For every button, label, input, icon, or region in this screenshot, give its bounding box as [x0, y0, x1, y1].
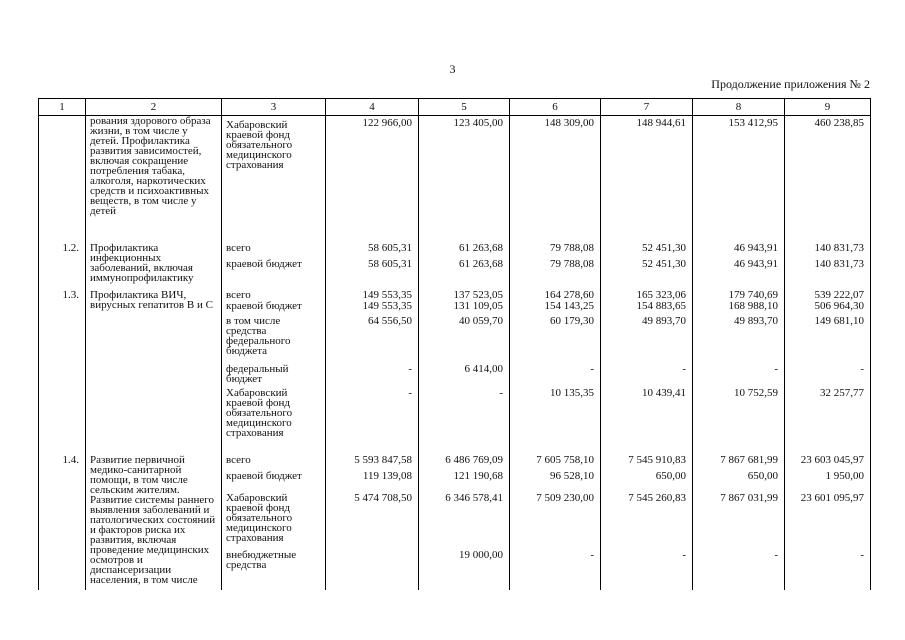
- value-cell: 650,00: [693, 468, 785, 490]
- row-index: [39, 364, 86, 388]
- value-cell: 58 605,31: [326, 254, 419, 283]
- value-cell: 32 257,77: [785, 388, 871, 448]
- page-number: 3: [449, 62, 456, 76]
- row-name: рования здорового образа жизни, в том числе у детей. Профилактика развития зависимостей, включая сокращение потребления табака, алкоголя, наркотических средств и психоактивных веществ, в том числе у детей: [86, 116, 222, 236]
- value-cell: 23 603 045,97: [785, 448, 871, 468]
- value-cell: 149 681,10: [785, 316, 871, 364]
- row-index: 1.4.: [39, 448, 86, 468]
- value-cell: -: [326, 364, 419, 388]
- value-cell: 154 143,25: [510, 301, 601, 316]
- value-cell: 7 605 758,10: [510, 448, 601, 468]
- row-index: 1.3.: [39, 283, 86, 301]
- column-header: 2: [86, 99, 222, 116]
- row-index: [39, 490, 86, 550]
- value-cell: 140 831,73: [785, 254, 871, 283]
- value-cell: 149 553,35: [326, 283, 419, 301]
- funding-source: федеральный бюджет: [222, 364, 326, 388]
- column-header: 3: [222, 99, 326, 116]
- column-header: 1: [39, 99, 86, 116]
- funding-source: в том числе средства федерального бюджета: [222, 316, 326, 364]
- row-name: Профилактика ВИЧ, вирусных гепатитов В и С: [86, 283, 222, 448]
- funding-source: всего: [222, 448, 326, 468]
- row-index: [39, 116, 86, 236]
- value-cell: 6 486 769,09: [419, 448, 510, 468]
- value-cell: -: [601, 550, 693, 590]
- value-cell: 52 451,30: [601, 254, 693, 283]
- row-index: [39, 550, 86, 590]
- value-cell: 165 323,06: [601, 283, 693, 301]
- value-cell: 5 593 847,58: [326, 448, 419, 468]
- column-header: 7: [601, 99, 693, 116]
- value-cell: 96 528,10: [510, 468, 601, 490]
- column-header: 8: [693, 99, 785, 116]
- budget-table: [38, 98, 871, 590]
- column-header: 5: [419, 99, 510, 116]
- column-header: 6: [510, 99, 601, 116]
- value-cell: 154 883,65: [601, 301, 693, 316]
- value-cell: 49 893,70: [693, 316, 785, 364]
- funding-source: краевой бюджет: [222, 301, 326, 316]
- value-cell: 46 943,91: [693, 254, 785, 283]
- value-cell: 10 752,59: [693, 388, 785, 448]
- row-index: [39, 254, 86, 283]
- value-cell: 40 059,70: [419, 316, 510, 364]
- value-cell: 6 346 578,41: [419, 490, 510, 550]
- value-cell: 46 943,91: [693, 236, 785, 254]
- value-cell: 1 950,00: [785, 468, 871, 490]
- value-cell: [326, 550, 419, 590]
- table-row: [39, 448, 871, 468]
- value-cell: 5 474 708,50: [326, 490, 419, 550]
- funding-source: краевой бюджет: [222, 254, 326, 283]
- value-cell: 123 405,00: [419, 116, 510, 236]
- row-name: Профилактика инфекционных заболеваний, включая иммунопрофилактику: [86, 236, 222, 283]
- value-cell: 122 966,00: [326, 116, 419, 236]
- funding-source: всего: [222, 236, 326, 254]
- value-cell: 7 545 260,83: [601, 490, 693, 550]
- value-cell: 79 788,08: [510, 236, 601, 254]
- value-cell: -: [785, 364, 871, 388]
- row-index: [39, 388, 86, 448]
- value-cell: 7 867 031,99: [693, 490, 785, 550]
- value-cell: 149 553,35: [326, 301, 419, 316]
- funding-source: всего: [222, 283, 326, 301]
- value-cell: 148 309,00: [510, 116, 601, 236]
- table-header-row: [39, 99, 871, 116]
- value-cell: 539 222,07: [785, 283, 871, 301]
- value-cell: 10 439,41: [601, 388, 693, 448]
- row-name: Развитие первичной медико-санитарной помощи, в том числе сельским жителям. Развитие системы раннего выявления заболеваний и патологических состояний и факторов риска их развития, включая проведение медицинских осмотров и диспансеризации населения, в том числе: [86, 448, 222, 590]
- funding-source: Хабаровский краевой фонд обязательного медицинского страхования: [222, 490, 326, 550]
- value-cell: 23 601 095,97: [785, 490, 871, 550]
- value-cell: 137 523,05: [419, 283, 510, 301]
- value-cell: -: [693, 550, 785, 590]
- value-cell: -: [601, 364, 693, 388]
- value-cell: 148 944,61: [601, 116, 693, 236]
- value-cell: 49 893,70: [601, 316, 693, 364]
- value-cell: 58 605,31: [326, 236, 419, 254]
- value-cell: 19 000,00: [419, 550, 510, 590]
- value-cell: 7 867 681,99: [693, 448, 785, 468]
- column-header: 4: [326, 99, 419, 116]
- value-cell: 121 190,68: [419, 468, 510, 490]
- funding-source: Хабаровский краевой фонд обязательного медицинского страхования: [222, 116, 326, 236]
- funding-source: краевой бюджет: [222, 468, 326, 490]
- value-cell: 164 278,60: [510, 283, 601, 301]
- value-cell: 131 109,05: [419, 301, 510, 316]
- value-cell: -: [419, 388, 510, 448]
- value-cell: 650,00: [601, 468, 693, 490]
- value-cell: 179 740,69: [693, 283, 785, 301]
- value-cell: -: [510, 550, 601, 590]
- funding-source: Хабаровский краевой фонд обязательного медицинского страхования: [222, 388, 326, 448]
- column-header: 9: [785, 99, 871, 116]
- value-cell: 64 556,50: [326, 316, 419, 364]
- value-cell: 153 412,95: [693, 116, 785, 236]
- value-cell: 7 509 230,00: [510, 490, 601, 550]
- value-cell: 60 179,30: [510, 316, 601, 364]
- value-cell: 140 831,73: [785, 236, 871, 254]
- funding-source: внебюджетные средства: [222, 550, 326, 590]
- row-index: 1.2.: [39, 236, 86, 254]
- row-index: [39, 301, 86, 316]
- value-cell: -: [510, 364, 601, 388]
- value-cell: 61 263,68: [419, 236, 510, 254]
- table-row: [39, 236, 871, 254]
- row-index: [39, 316, 86, 364]
- value-cell: -: [326, 388, 419, 448]
- value-cell: -: [785, 550, 871, 590]
- value-cell: 460 238,85: [785, 116, 871, 236]
- value-cell: -: [693, 364, 785, 388]
- row-index: [39, 468, 86, 490]
- value-cell: 79 788,08: [510, 254, 601, 283]
- value-cell: 6 414,00: [419, 364, 510, 388]
- value-cell: 61 263,68: [419, 254, 510, 283]
- value-cell: 10 135,35: [510, 388, 601, 448]
- value-cell: 119 139,08: [326, 468, 419, 490]
- value-cell: 168 988,10: [693, 301, 785, 316]
- table-row: [39, 283, 871, 301]
- appendix-note: Продолжение приложения № 2: [711, 77, 870, 91]
- value-cell: 52 451,30: [601, 236, 693, 254]
- value-cell: 506 964,30: [785, 301, 871, 316]
- value-cell: 7 545 910,83: [601, 448, 693, 468]
- table-row: [39, 116, 871, 236]
